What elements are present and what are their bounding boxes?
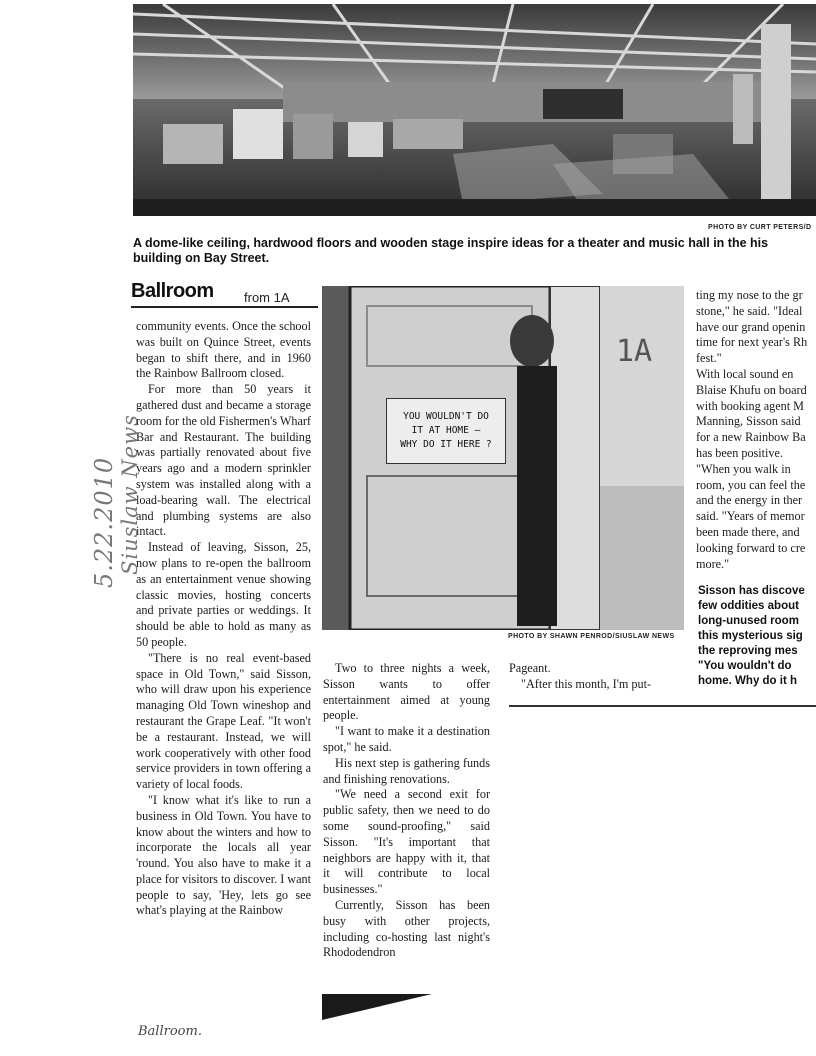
text-line: "When you walk in: [696, 461, 791, 476]
paragraph: Pageant.: [509, 661, 551, 675]
top-photo-caption: [133, 236, 816, 266]
pull-quote-line: long-unused room: [698, 615, 799, 627]
pull-quote-line: Sisson has discove: [698, 585, 805, 597]
text-line: and the energy in ther: [696, 493, 803, 508]
paragraph: Instead of leaving, Sisson, 25, now plans to re-open the ballroom as an entertainment venue showing classic movies, hosting concerts and private parties or weddings. It should be able to hold as many as 50 people.: [136, 540, 311, 649]
paragraph: Two to three nights a week, Sisson wants to offer entertainment aimed at young people.: [323, 661, 490, 723]
mid-photo-credit: PHOTO BY SHAWN PENROD/SIUSLAW NEWS: [508, 633, 675, 640]
text-line: more.": [696, 556, 730, 571]
text-line: have our grand openin: [696, 319, 806, 334]
ballroom-panorama-photo: [133, 4, 816, 216]
text-line: with booking agent M: [696, 398, 804, 413]
handwritten-date: 5.22.2010: [90, 456, 118, 588]
text-line: looking forward to cre: [696, 540, 806, 555]
paragraph: "After this month, I'm put-: [521, 676, 652, 691]
text-line: ting my nose to the gr: [696, 288, 803, 302]
text-line: has been positive.: [696, 445, 783, 460]
caption-line: building on Bay Street.: [133, 251, 270, 265]
paragraph: "We need a second exit for public safety, then we need to do some sound-proofing," said Sisson. "It's important that neighbors are happy with it, that it will contribute to local businesses.": [323, 787, 490, 897]
article-column-4: [696, 288, 816, 572]
article-column-1: [136, 319, 311, 919]
pull-quote-line: "You wouldn't do: [698, 660, 792, 672]
top-photo-credit: PHOTO BY CURT PETERS/D: [708, 224, 812, 231]
paragraph: "I want to make it a destination spot," he said.: [323, 724, 490, 754]
article-column-3: [509, 661, 669, 693]
text-line: With local sound en: [696, 366, 794, 381]
paragraph: "There is no real event-based space in Old Town," said Sisson, who will draw upon his experience managing Old Town wineshop and restaurant the Grape Leaf. "It won't be a restaurant. Instead, we will work cooperatively with other food service providers in town offering a variety of local foods.: [136, 650, 311, 792]
jump-label: from 1A: [244, 290, 290, 305]
sign-line: YOU WOULDN'T DO: [403, 411, 489, 422]
handwritten-word: Ballroom.: [138, 1024, 202, 1039]
pull-quote-line: this mysterious sig: [698, 630, 803, 642]
article-column-2: [323, 661, 490, 961]
sign-line: IT AT HOME —: [411, 425, 481, 436]
text-line: Blaise Khufu on board: [696, 382, 807, 397]
paragraph: His next step is gathering funds and finishing renovations.: [323, 755, 490, 786]
pull-quote-line: home. Why do it h: [698, 675, 798, 687]
handwritten-paper-name: Siuslaw News: [118, 414, 142, 575]
text-line: said. "Years of memor: [696, 509, 805, 524]
section-rule: [509, 705, 816, 707]
pull-quote-line: few oddities about: [698, 600, 799, 612]
headline-rule: [131, 306, 318, 308]
door-label: 1A: [616, 334, 653, 369]
article-headline: Ballroom: [131, 280, 214, 302]
caption-line: A dome-like ceiling, hardwood floors and wooden stage inspire ideas for a theater and music hall in the his: [133, 236, 769, 250]
paragraph: community events. Once the school was built on Quince Street, events began to shift there, and in 1960 the Rainbow Ballroom closed.: [136, 319, 311, 381]
decorative-wedge: [322, 994, 432, 1020]
text-line: Manning, Sisson said: [696, 414, 801, 429]
text-line: fest.": [696, 351, 722, 366]
sign-line: WHY DO IT HERE ?: [400, 439, 492, 450]
door-sign: [386, 398, 506, 464]
text-line: stone," he said. "Ideal: [696, 303, 803, 318]
paragraph: "I know what it's like to run a business in Old Town. You have to know about the winters and how to incorporate the locals all year 'round. You also have to make it a place for visitors to discover. I want people to say, 'Hey, lets go see what's playing at the Rainbow: [136, 792, 311, 918]
text-line: time for next year's Rh: [696, 335, 808, 350]
pull-quote-line: the reproving mes: [698, 645, 798, 657]
pull-quote: [698, 584, 816, 689]
text-line: room, you can feel the: [696, 477, 806, 492]
text-line: been made there, and: [696, 524, 800, 539]
text-line: for a new Rainbow Ba: [696, 430, 806, 445]
paragraph: Currently, Sisson has been busy with other projects, including co-hosting last night's Rhododendron: [323, 897, 490, 960]
paragraph: For more than 50 years it gathered dust and became a storage room for the old Fishermen's Wharf Bar and Restaurant. The building was partially renovated about five years ago and a modern sprinkler system was installed along with a load-bearing wall. The electrical and plumbing systems are also intact.: [136, 382, 311, 539]
